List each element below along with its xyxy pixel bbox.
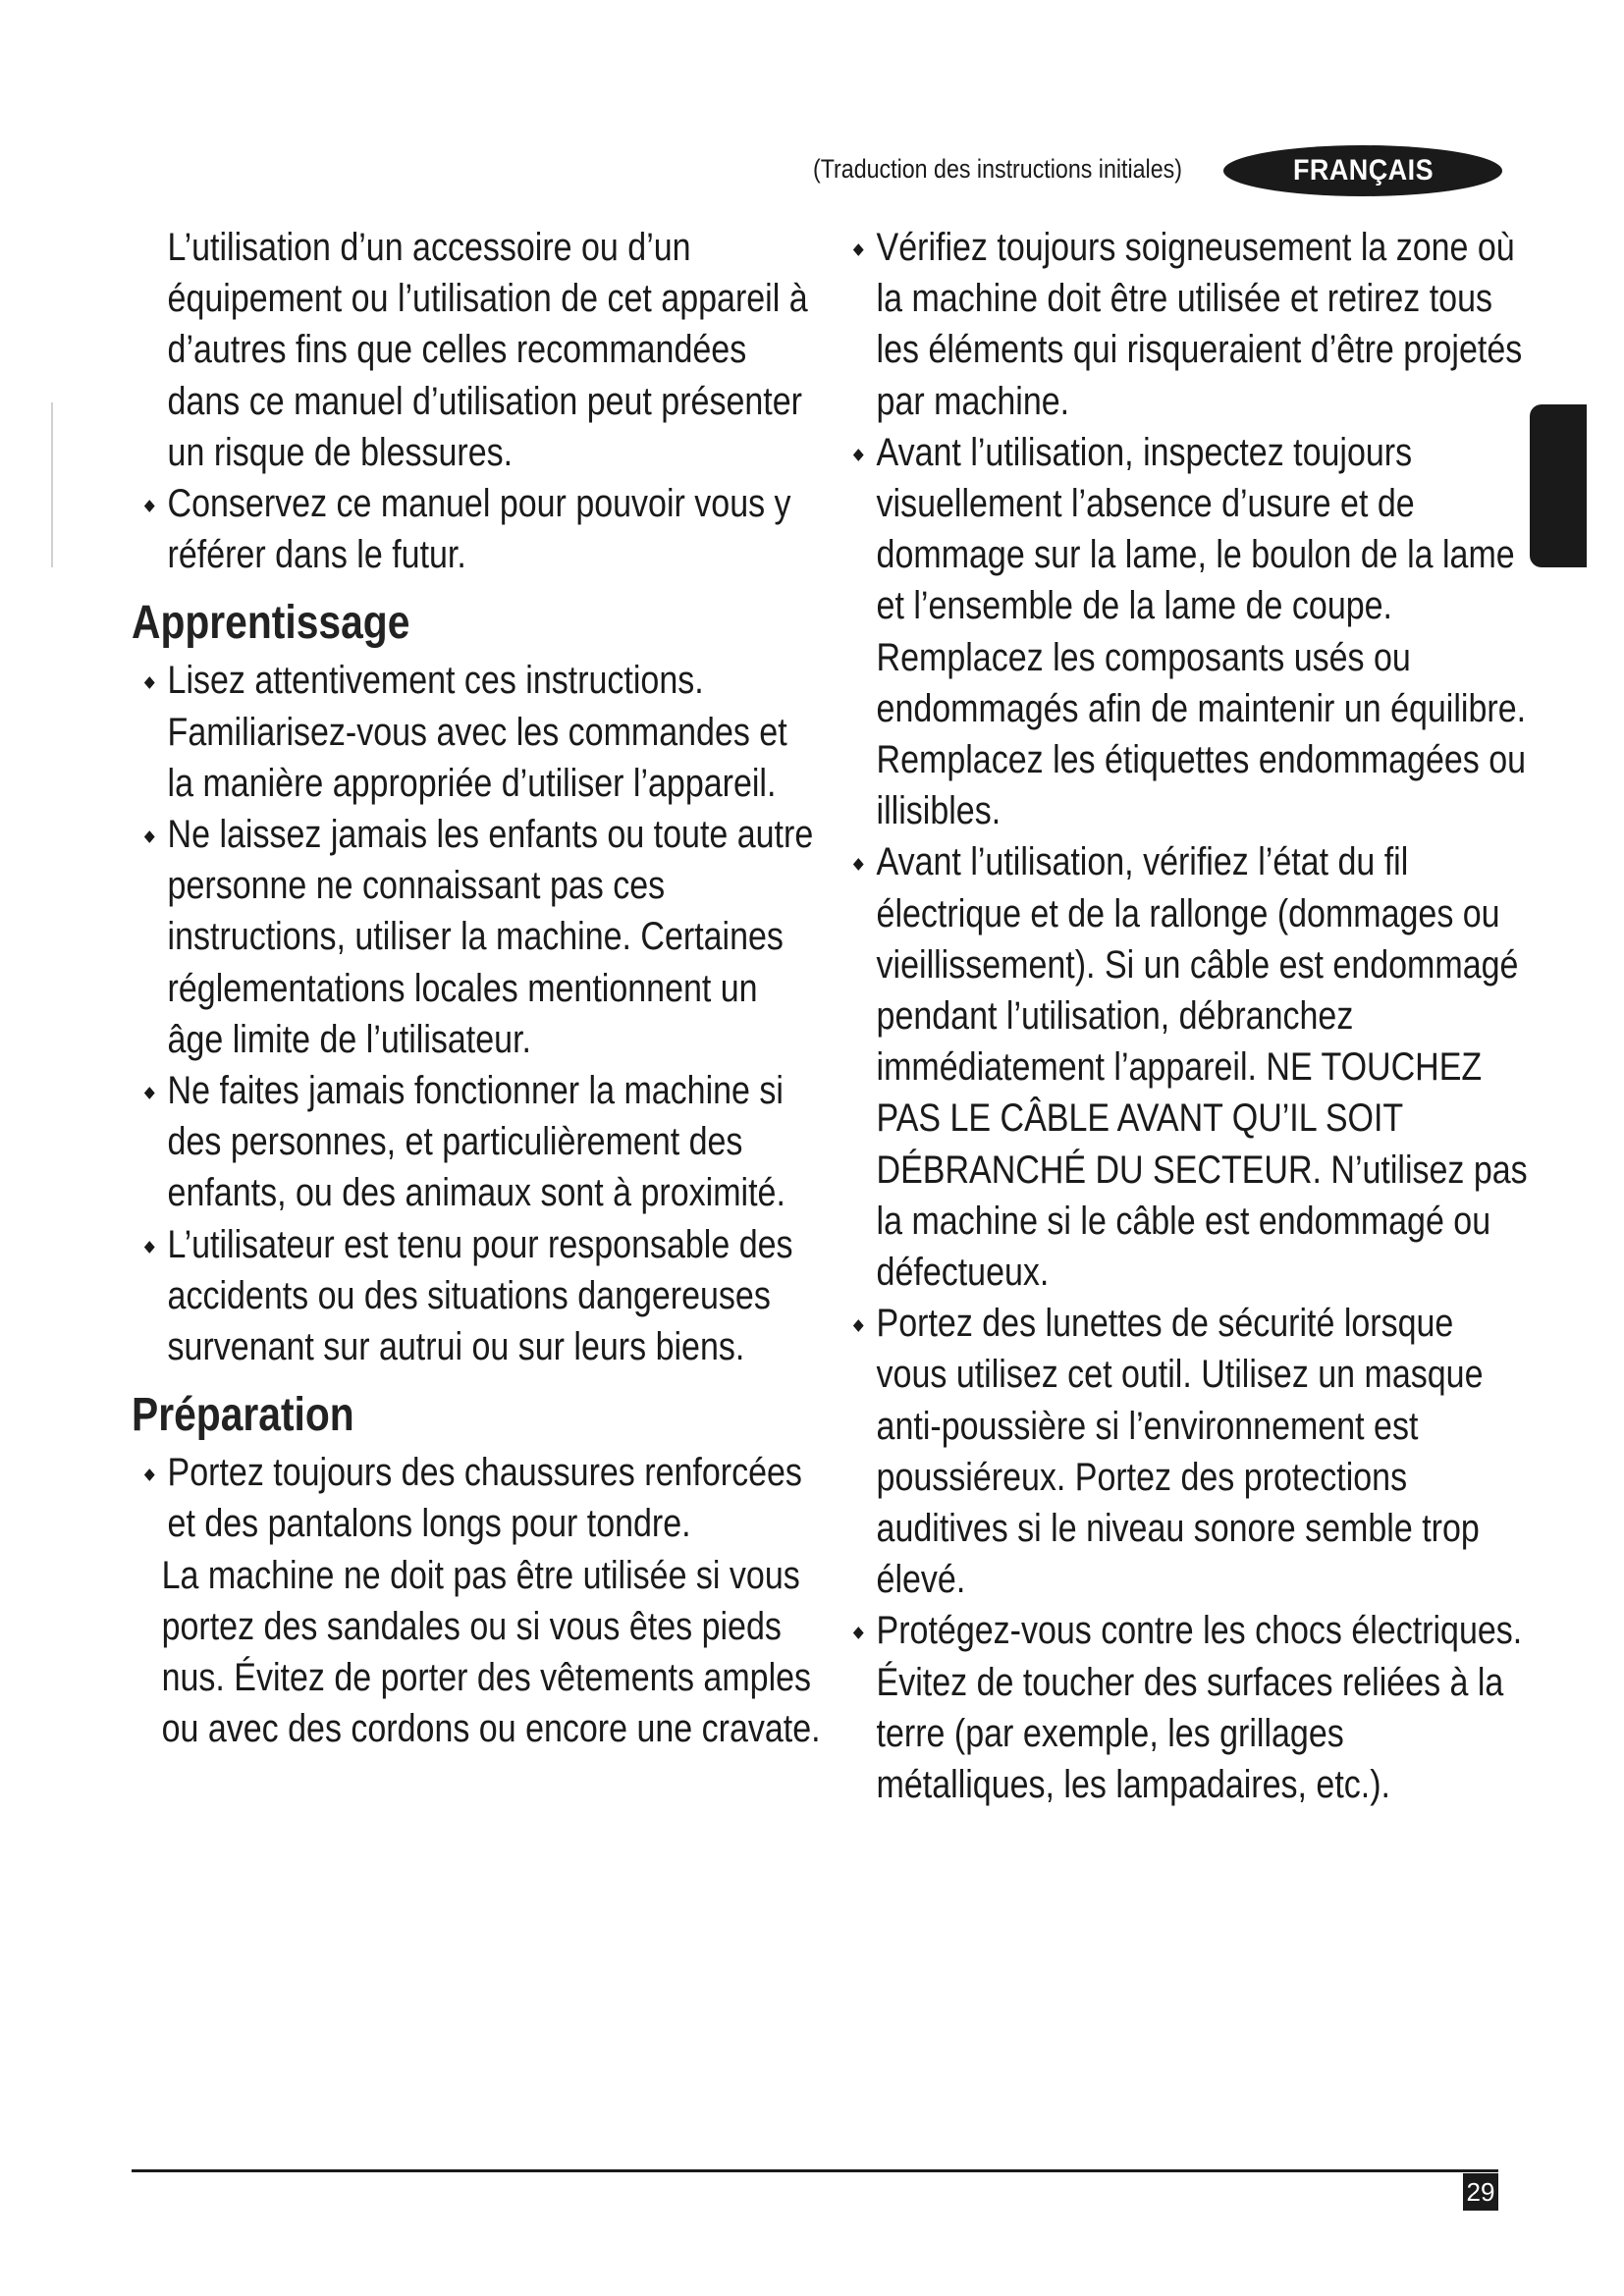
section-heading-preparation: Préparation — [132, 1389, 354, 1442]
preparation-list — [132, 1447, 821, 1754]
list-item-text: Conservez ce manuel pour pouvoir vous y référer dans le futur. — [167, 482, 791, 577]
bullet-icon — [144, 1468, 155, 1481]
bullet-icon — [144, 1241, 155, 1254]
right-column-list — [840, 222, 1530, 1810]
bullet-icon — [144, 500, 155, 512]
bullet-icon — [853, 859, 864, 872]
list-item-text: Portez toujours des chaussures renforcées et des pantalons longs pour tondre. — [167, 1451, 802, 1546]
list-item-text: Ne faites jamais fonctionner la machine si des personnes, et particulièrement des enfants, ou des animaux sont à proximité. — [167, 1069, 785, 1215]
page-number: 29 — [1463, 2173, 1498, 2211]
list-item-text: Vérifiez toujours soigneusement la zone où la machine doit être utilisée et retirez tous les éléments qui risqueraient d’être projetés par machine. — [876, 226, 1523, 423]
section-tab-marker — [1530, 404, 1587, 567]
list-item — [132, 655, 821, 809]
translation-note: (Traduction des instructions initiales) — [813, 154, 1182, 184]
list-item-text: Ne laissez jamais les enfants ou toute autre personne ne connaissant pas ces instructions, utiliser la machine. Certaines réglementations locales mentionnent un âge limite de l’utilisateur. — [167, 813, 814, 1061]
list-item — [132, 1219, 821, 1373]
list-item-text: Avant l’utilisation, inspectez toujours visuellement l’absence d’usure et de dommage sur la lame, le boulon de la lame et l’ensemble de la lame de coupe. Remplacez les composants usés ou endommagés afin de maintenir un équilibre. Remplacez les étiquettes endommagées ou illisibles. — [876, 430, 1527, 833]
list-item — [132, 1447, 821, 1549]
footer-divider — [132, 2169, 1498, 2172]
list-item — [840, 222, 1530, 427]
bullet-icon — [144, 830, 155, 843]
section-heading-apprentissage: Apprentissage — [132, 597, 410, 650]
language-label: FRANÇAIS — [1292, 154, 1434, 187]
list-item-text: Lisez attentivement ces instructions. Familiarisez-vous avec les commandes et la manière appropriée d’utiliser l’appareil. — [167, 659, 787, 805]
right-column — [840, 222, 1528, 1810]
list-item-text: Portez des lunettes de sécurité lorsque vous utilisez cet outil. Utilisez un masque anti-poussière si l’environnement est poussiéreux. Portez des protections auditives si le niveau sonore semble trop élevé. — [876, 1302, 1484, 1602]
bullet-icon — [144, 677, 155, 690]
list-item — [840, 1605, 1530, 1810]
preparation-paragraph: La machine ne doit pas être utilisée si vous portez des sandales ou si vous êtes pieds nus. Évitez de porter des vêtements amples ou avec des cordons ou encore une cravate. — [161, 1553, 821, 1751]
intro-paragraph: L’utilisation d’un accessoire ou d’un équipement ou l’utilisation de cet appareil à d’autres fins que celles recommandées dans ce manuel d’utilisation peut présenter un risque de blessures. — [167, 226, 808, 474]
bullet-icon — [853, 1628, 864, 1640]
list-item-text: Protégez-vous contre les chocs électriques. Évitez de toucher des surfaces reliées à la terre (par exemple, les grillages métalliques, les lampadaires, etc.). — [876, 1609, 1523, 1807]
list-item-text: L’utilisateur est tenu pour responsable des accidents ou des situations dangereuses survenant sur autrui ou sur leurs biens. — [167, 1222, 793, 1369]
left-column — [132, 222, 819, 1754]
bullet-icon — [144, 1087, 155, 1099]
page-edge-mark — [51, 402, 53, 567]
bullet-icon — [853, 1319, 864, 1332]
list-item — [132, 478, 821, 580]
list-item — [840, 427, 1530, 837]
bullet-icon — [853, 449, 864, 461]
bullet-icon — [853, 243, 864, 256]
apprentissage-list — [132, 655, 821, 1372]
list-item-text: Avant l’utilisation, vérifiez l’état du fil électrique et de la rallonge (dommages ou vieillissement). Si un câble est endommagé pendant l’utilisation, débranchez immédiatement l’appareil. NE TOUCHEZ PAS LE CÂBLE AVANT QU’IL SOIT DÉBRANCHÉ DU SECTEUR. N’utilisez pas la machine si le câble est endommagé ou défectueux. — [876, 840, 1528, 1295]
list-item — [132, 809, 821, 1065]
list-item — [840, 836, 1530, 1298]
left-column-text — [132, 222, 821, 580]
language-badge — [1223, 145, 1502, 196]
list-item — [132, 1065, 821, 1219]
list-item — [840, 1298, 1530, 1605]
